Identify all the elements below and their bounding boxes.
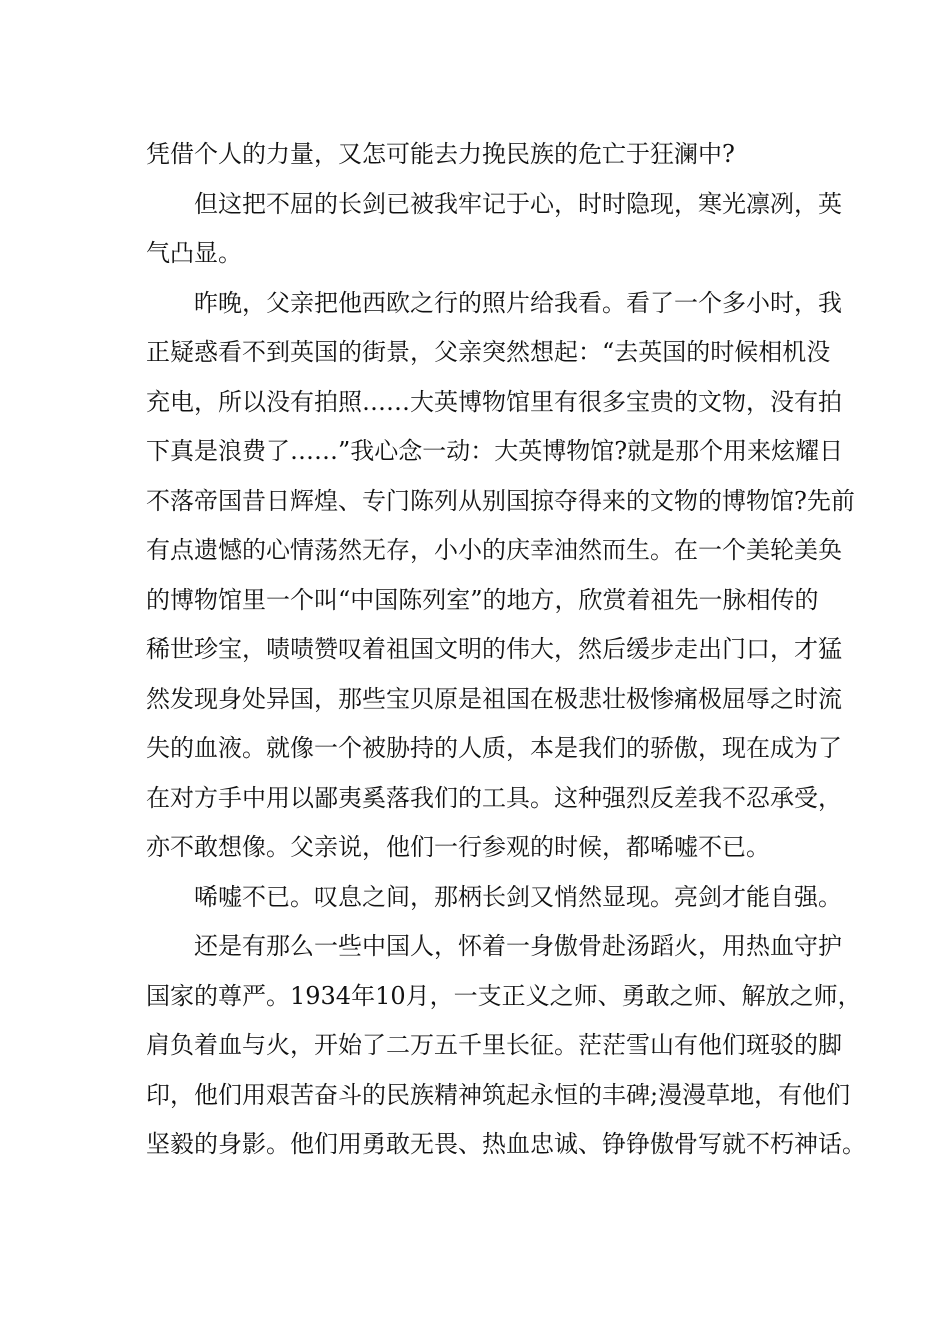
text-line: 下真是浪费了……”我心念一动：大英博物馆?就是那个用来炫耀日 [146,437,844,465]
text-line: 有点遗憾的心情荡然无存，小小的庆幸油然而生。在一个美轮美奂 [146,536,842,564]
text-line: 然发现身处异国，那些宝贝原是祖国在极悲壮极惨痛极屈辱之时流 [146,684,842,713]
document-body [146,130,866,1170]
text-line: 充电，所以没有拍照……大英博物馆里有很多宝贵的文物，没有拍 [146,387,842,416]
text-line: 不落帝国昔日辉煌、专门陈列从别国掠夺得来的文物的博物馆?先前 [146,486,855,515]
text-line: 失的血液。就像一个被胁持的人质，本是我们的骄傲，现在成为了 [146,734,842,762]
text-line: 稀世珍宝，啧啧赞叹着祖国文明的伟大，然后缓步走出门口，才猛 [146,635,842,663]
text-line: 的博物馆里一个叫“中国陈列室”的地方，欣赏着祖先一脉相传的 [146,585,819,614]
text-line: 印，他们用艰苦奋斗的民族精神筑起永恒的丰碑;漫漫草地，有他们 [146,1080,851,1109]
paragraph-start-line: 唏嘘不已。叹息之间，那柄长剑又悄然显现。亮剑才能自强。 [194,882,842,911]
text-line: 正疑惑看不到英国的街景，父亲突然想起：“去英国的时候相机没 [146,338,831,366]
text-line: 坚毅的身影。他们用勇敢无畏、热血忠诚、铮铮傲骨写就不朽神话。 [146,1130,866,1158]
text-line: 肩负着血与火，开始了二万五千里长征。茫茫雪山有他们斑驳的脚 [146,1031,842,1059]
paragraph-start-line: 昨晚，父亲把他西欧之行的照片给我看。看了一个多小时，我 [194,288,842,317]
text-line: 亦不敢想像。父亲说，他们一行参观的时候，都唏嘘不已。 [146,833,770,861]
text-line: 国家的尊严。1934年10月，一支正义之师、勇敢之师、解放之师， [146,981,862,1010]
paragraph-start-line: 还是有那么一些中国人，怀着一身傲骨赴汤蹈火，用热血守护 [194,932,842,960]
text-line: 气凸显。 [146,239,242,267]
text-line: 在对方手中用以鄙夷奚落我们的工具。这种强烈反差我不忍承受， [146,783,842,812]
text-line: 凭借个人的力量，又怎可能去力挽民族的危亡于狂澜中? [146,140,735,168]
paragraph-start-line: 但这把不屈的长剑已被我牢记于心，时时隐现，寒光凛冽，英 [194,189,842,218]
